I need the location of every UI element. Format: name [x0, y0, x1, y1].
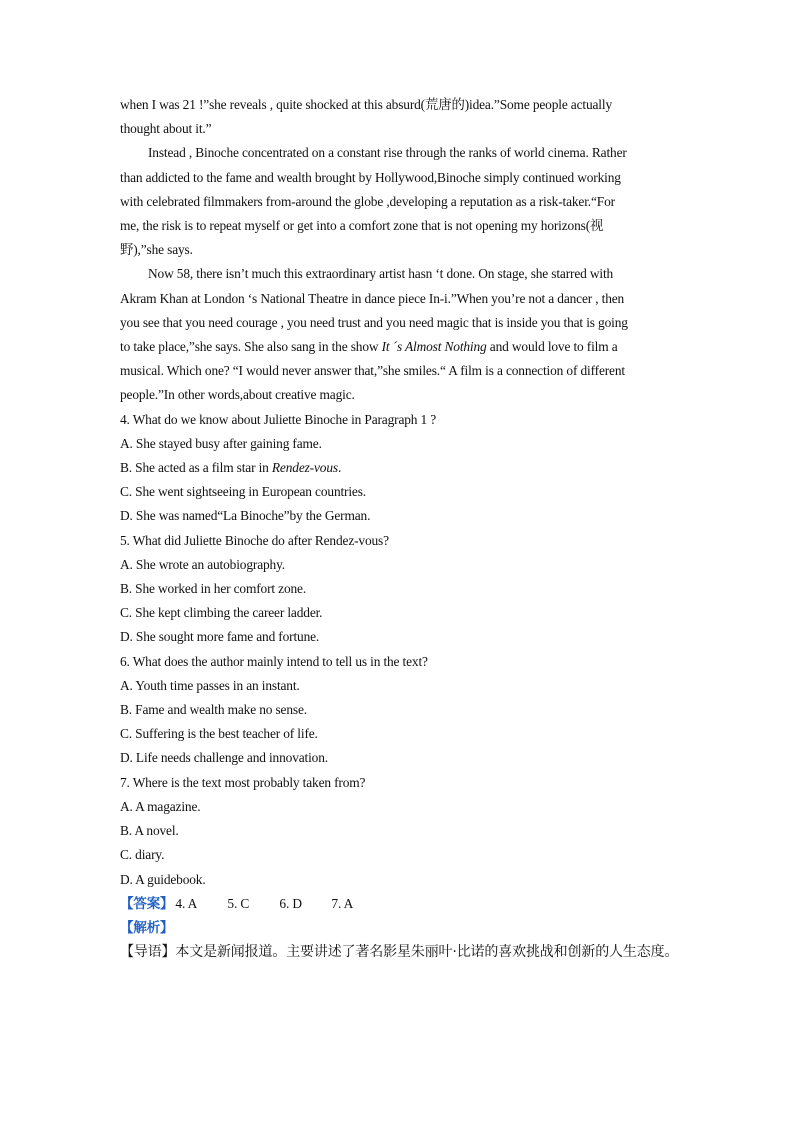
question-option: B. A novel. [120, 823, 179, 839]
show-title: It ´s Almost Nothing [381, 339, 487, 355]
question-option: C. Suffering is the best teacher of life. [120, 726, 318, 742]
analysis-heading [120, 916, 680, 940]
paragraph-1 [120, 93, 680, 141]
text-line: thought about it.” [120, 121, 212, 137]
question-option: C. She kept climbing the career ladder. [120, 605, 323, 621]
answer-item: 6. D [279, 895, 302, 911]
document-content [120, 93, 680, 964]
question-option [120, 456, 680, 480]
question-option: A. She stayed busy after gaining fame. [120, 435, 322, 451]
question-7 [120, 771, 680, 892]
film-title: Rendez-vous [271, 460, 338, 476]
text-line: musical. Which one? “I would never answer that,”she smiles.“ A film is a connection of different [120, 363, 625, 379]
text-line: Instead , Binoche concentrated on a constant rise through the ranks of world cinema. Rather [148, 145, 627, 161]
question-option: D. She was named“La Binoche”by the German. [120, 508, 371, 524]
question-option: D. A guidebook. [120, 871, 206, 887]
question-option: A. A magazine. [120, 798, 201, 814]
paragraph-2 [120, 141, 680, 262]
text-line: than addicted to the fame and wealth brought by Hollywood,Binoche simply continued working [120, 169, 621, 185]
question-option: B. She worked in her comfort zone. [120, 581, 307, 597]
text-line: Akram Khan at London ‘s National Theatre in dance piece In-i.”When you’re not a dancer , then [120, 290, 625, 306]
question-option: B. Fame and wealth make no sense. [120, 702, 307, 718]
text-line [120, 335, 680, 359]
text-line: people.”In other words,about creative magic. [120, 387, 355, 403]
answer-label: 【答案】 [120, 895, 174, 912]
question-stem: 6. What does the author mainly intend to tell us in the text? [120, 653, 428, 669]
answer-item: 5. C [227, 895, 250, 911]
question-5 [120, 529, 680, 650]
question-option: C. diary. [120, 847, 165, 863]
answer-key [120, 892, 680, 916]
text-line: you see that you need courage , you need trust and you need magic that is inside you that is going [120, 314, 628, 330]
text-line: me, the risk is to repeat myself or get into a comfort zone that is not opening my horizons(视 [120, 218, 604, 234]
question-option: D. Life needs challenge and innovation. [120, 750, 328, 766]
question-stem: 5. What did Juliette Binoche do after Rendez-vous? [120, 532, 389, 548]
answer-item: 4. A [175, 895, 198, 911]
question-option: D. She sought more fame and fortune. [120, 629, 320, 645]
text-line: 野),”she says. [120, 242, 193, 258]
analysis-label: 【解析】 [120, 919, 174, 936]
text-line: when I was 21 !”she reveals , quite shocked at this absurd(荒唐的)idea.”Some people actually [120, 97, 612, 112]
analysis-intro: 【导语】本文是新闻报道。主要讲述了著名影星朱丽叶·比诺的喜欢挑战和创新的人生态度。 [120, 944, 679, 961]
text-run: to take place,”she says. She also sang in the show [120, 339, 382, 355]
text-line: Now 58, there isn’t much this extraordinary artist hasn ‘t done. On stage, she starred with [148, 266, 614, 282]
question-4 [120, 408, 680, 529]
text-run: and would love to film a [486, 339, 618, 355]
question-option: A. Youth time passes in an instant. [120, 677, 300, 693]
text-line: with celebrated filmmakers from-around the globe ,developing a reputation as a risk-taker.“For [120, 193, 615, 209]
question-stem: 7. Where is the text most probably taken from? [120, 774, 366, 790]
text-run: . [337, 460, 342, 476]
question-stem: 4. What do we know about Juliette Binoche in Paragraph 1 ? [120, 411, 437, 427]
answer-item: 7. A [331, 895, 354, 911]
question-6 [120, 650, 680, 771]
text-run: B. She acted as a film star in [120, 460, 272, 476]
paragraph-3 [120, 262, 680, 407]
question-option: C. She went sightseeing in European countries. [120, 484, 366, 500]
question-option: A. She wrote an autobiography. [120, 556, 285, 572]
